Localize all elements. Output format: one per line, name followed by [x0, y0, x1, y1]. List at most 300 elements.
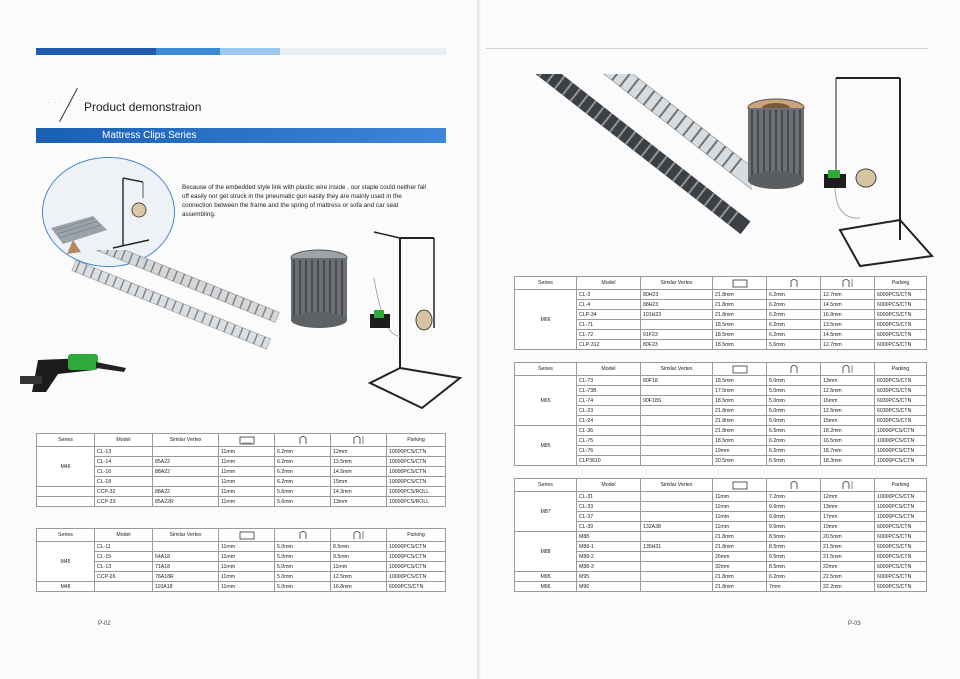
col-similar-vertex: Similar Vertex	[153, 434, 219, 447]
leg-cell: 21.5mm	[821, 542, 875, 552]
table-row	[37, 562, 446, 572]
width-cell: 26mm	[713, 552, 767, 562]
model-cell: M95	[577, 572, 641, 582]
parking-cell: 6000PCS/CTN	[875, 300, 927, 310]
bar-segment-dark	[36, 48, 156, 55]
table-row	[515, 446, 927, 456]
pneumatic-stapler-image	[18, 348, 130, 404]
table-row	[515, 532, 927, 542]
width-cell: 11mm	[713, 512, 767, 522]
crown-cell: 5.0mm	[767, 406, 821, 416]
model-cell: CL-39	[577, 522, 641, 532]
spec-table-m45	[36, 528, 446, 592]
crown-cell: 9.5mm	[767, 552, 821, 562]
width-cell: 21.8mm	[713, 310, 767, 320]
parking-cell: 6030PCS/CTN	[875, 376, 927, 386]
series-band: Mattress Clips Series	[36, 128, 446, 143]
product-description: Because of the embedded style link with plastic wire inside , our staple could neither fall off easily nor get struck in the pneumatic gun easily they are mainly used in the connection between the frame and the spring of mattress or sofa and car seat assembling.	[182, 184, 426, 218]
crown-cell: 5.0mm	[767, 416, 821, 426]
vertex-cell	[641, 582, 713, 592]
crown-dimension-icon	[767, 479, 821, 492]
vertex-cell: 80H23	[641, 290, 713, 300]
vertex-cell	[153, 447, 219, 457]
crown-cell: 5.0mm	[275, 552, 331, 562]
width-cell: 11mm	[219, 447, 275, 457]
crown-cell: 9.6mm	[767, 512, 821, 522]
width-cell: 11mm	[219, 497, 275, 507]
crown-cell: 8.5mm	[767, 532, 821, 542]
leg-cell: 12.7mm	[821, 290, 875, 300]
vertex-cell	[641, 532, 713, 542]
table-header-row	[37, 434, 446, 447]
vertex-cell	[641, 456, 713, 466]
table-row	[515, 310, 927, 320]
crown-dimension-icon	[275, 529, 331, 542]
model-cell: CL-13	[95, 562, 153, 572]
model-cell: CL-23	[577, 406, 641, 416]
table-row	[515, 330, 927, 340]
width-cell: 11mm	[713, 492, 767, 502]
crown-cell: 5.0mm	[767, 396, 821, 406]
width-cell: 17.5mm	[713, 386, 767, 396]
crown-cell: 6.2mm	[767, 572, 821, 582]
leg-cell: 12.7mm	[821, 340, 875, 350]
leg-cell: 12.5mm	[821, 406, 875, 416]
model-cell: CL-14	[95, 457, 153, 467]
model-cell: CL-13	[95, 447, 153, 457]
table-row	[515, 492, 927, 502]
parking-cell: 6000PCS/CTN	[875, 572, 927, 582]
leg-cell: 12.5mm	[821, 386, 875, 396]
width-cell: 11mm	[219, 582, 275, 592]
vertex-cell: 88A22	[153, 467, 219, 477]
width-cell: 18.5mm	[713, 330, 767, 340]
model-cell: CLP-312	[577, 340, 641, 350]
table-header-row	[515, 363, 927, 376]
model-cell: CL-37	[577, 512, 641, 522]
spec-table-m65-m85	[514, 362, 927, 466]
width-cell: 11mm	[713, 502, 767, 512]
series-label: M85	[515, 426, 577, 466]
col-model: Model	[577, 277, 641, 290]
table-row	[515, 386, 927, 396]
parking-cell: 10000PCS/CTN	[387, 542, 446, 552]
top-rule	[486, 48, 928, 49]
table-row	[515, 562, 927, 572]
table-row	[515, 522, 927, 532]
parking-cell: 6000PCS/CTN	[875, 290, 927, 300]
leg-cell: 16.8mm	[331, 582, 387, 592]
crown-cell: 9.6mm	[767, 502, 821, 512]
model-cell: CL-16	[95, 467, 153, 477]
series-label: M48	[37, 582, 95, 592]
crown-cell: 6.2mm	[767, 320, 821, 330]
leg-cell: 12.5mm	[331, 572, 387, 582]
parking-cell: 10000PCS/CTN	[387, 562, 446, 572]
leg-cell: 16mm	[821, 396, 875, 406]
leg-cell: 15mm	[821, 416, 875, 426]
left-page	[0, 0, 478, 679]
vertex-cell	[641, 320, 713, 330]
spec-table-m66	[514, 276, 927, 350]
vertex-cell: 132A38	[641, 522, 713, 532]
width-cell: 21.8mm	[713, 572, 767, 582]
col-similar-vertex: Similar Vertex	[641, 277, 713, 290]
table-row	[515, 542, 927, 552]
vertex-cell: 80F18	[641, 376, 713, 386]
leg-cell: 11mm	[331, 562, 387, 572]
parking-cell: 6000PCS/CTN	[875, 542, 927, 552]
width-cell: 21.8mm	[713, 532, 767, 542]
leg-dimension-icon	[821, 277, 875, 290]
parking-cell: 10000PCS/CTN	[875, 426, 927, 436]
leg-cell: 18.7mm	[821, 446, 875, 456]
vertex-cell	[641, 386, 713, 396]
series-label: M65	[515, 376, 577, 426]
parking-cell: 6000PCS/CTN	[875, 562, 927, 572]
col-similar-vertex: Similar Vertex	[641, 479, 713, 492]
model-cell: CCP-32	[95, 487, 153, 497]
model-cell: CL-74	[577, 396, 641, 406]
bar-segment-light	[220, 48, 280, 55]
table-header-row	[515, 479, 927, 492]
table-row	[37, 497, 446, 507]
vertex-cell	[153, 542, 219, 552]
parking-cell: 10000PCS/CTN	[875, 502, 927, 512]
vertex-cell	[641, 562, 713, 572]
col-model: Model	[95, 434, 153, 447]
vertex-cell: 135H31	[641, 542, 713, 552]
crown-cell: 9.6mm	[767, 522, 821, 532]
crown-cell: 6.2mm	[275, 467, 331, 477]
width-cell: 11mm	[219, 477, 275, 487]
model-cell: CL-33	[577, 502, 641, 512]
crown-cell: 7mm	[767, 582, 821, 592]
table-row	[37, 467, 446, 477]
col-series: Series	[37, 529, 95, 542]
col-series: Series	[515, 363, 577, 376]
staple-coil-image	[288, 248, 350, 330]
parking-cell: 6000PCS/CTN	[875, 522, 927, 532]
vertex-cell	[641, 416, 713, 426]
col-series: Series	[515, 277, 577, 290]
crown-cell: 6.5mm	[767, 456, 821, 466]
width-cell: 18.5mm	[713, 396, 767, 406]
parking-cell: 6030PCS/CTN	[875, 386, 927, 396]
crown-cell: 6.2mm	[275, 447, 331, 457]
vertex-cell: 64A18	[153, 552, 219, 562]
col-model: Model	[577, 479, 641, 492]
leg-dimension-icon	[331, 529, 387, 542]
width-cell: 11mm	[219, 552, 275, 562]
parking-cell: 10000PCS/CTN	[387, 572, 446, 582]
col-parking: Parking	[875, 363, 927, 376]
model-cell: M88-1	[577, 542, 641, 552]
table-header-row	[515, 277, 927, 290]
crown-cell: 5.0mm	[275, 572, 331, 582]
leg-cell: 13.5mm	[331, 457, 387, 467]
leg-dimension-icon	[821, 479, 875, 492]
crown-dimension-icon	[767, 363, 821, 376]
table-row	[515, 290, 927, 300]
crown-cell: 6.2mm	[767, 330, 821, 340]
leg-cell: 18.2mm	[821, 426, 875, 436]
series-label: M96	[515, 582, 577, 592]
crown-cell: 6.2mm	[275, 477, 331, 487]
table-row	[515, 582, 927, 592]
width-cell: 11mm	[713, 522, 767, 532]
model-cell: CL-11	[95, 542, 153, 552]
col-model: Model	[577, 363, 641, 376]
crown-cell: 8.5mm	[767, 562, 821, 572]
series-label: M46	[37, 447, 95, 487]
table-row	[37, 457, 446, 467]
table-row	[515, 320, 927, 330]
col-parking: Parking	[387, 529, 446, 542]
col-similar-vertex: Similar Vertex	[153, 529, 219, 542]
width-cell: 18.5mm	[713, 320, 767, 330]
width-cell: 21.8mm	[713, 300, 767, 310]
series-label: M87	[515, 492, 577, 532]
crown-cell: 5.0mm	[275, 542, 331, 552]
table-row	[515, 502, 927, 512]
width-cell: 11mm	[219, 542, 275, 552]
model-cell: M88-3	[577, 562, 641, 572]
col-series: Series	[37, 434, 95, 447]
gun-stand-image	[820, 70, 934, 270]
leg-cell: 22mm	[821, 562, 875, 572]
model-cell: CL-73B	[577, 386, 641, 396]
crown-cell: 5.0mm	[275, 562, 331, 572]
table-row	[515, 572, 927, 582]
leg-cell: 21.5mm	[821, 552, 875, 562]
crown-cell: 5.0mm	[767, 386, 821, 396]
width-dimension-icon	[713, 479, 767, 492]
table-row	[515, 376, 927, 386]
col-parking: Parking	[875, 479, 927, 492]
table-row	[37, 477, 446, 487]
width-cell: 20.5mm	[713, 456, 767, 466]
crown-cell: 6.5mm	[767, 426, 821, 436]
col-similar-vertex: Similar Vertex	[641, 363, 713, 376]
vertex-cell: 71A18	[153, 562, 219, 572]
parking-cell: 10000PCS/CTN	[875, 436, 927, 446]
page-number: P-02	[98, 621, 111, 627]
table-row	[37, 447, 446, 457]
page-number: P-03	[848, 621, 861, 627]
leg-cell: 16.5mm	[821, 436, 875, 446]
parking-cell: 10000PCS/CTN	[875, 512, 927, 522]
crown-dimension-icon	[767, 277, 821, 290]
width-cell: 21.8mm	[713, 406, 767, 416]
vertex-cell	[641, 502, 713, 512]
bar-segment-mid	[156, 48, 220, 55]
vertex-cell: 85A22R	[153, 497, 219, 507]
model-cell: M88	[577, 532, 641, 542]
col-model: Model	[95, 529, 153, 542]
table-row	[37, 552, 446, 562]
parking-cell: 6000PCS/CTN	[875, 582, 927, 592]
crown-cell: 5.6mm	[767, 340, 821, 350]
table-row	[37, 572, 446, 582]
crown-cell: 6.2mm	[767, 310, 821, 320]
crown-cell: 6.2mm	[767, 436, 821, 446]
leg-cell: 13mm	[331, 497, 387, 507]
crown-cell: 6.5mm	[767, 446, 821, 456]
leg-cell: 22.2mm	[821, 582, 875, 592]
vertex-cell	[641, 492, 713, 502]
spec-table-m87-m96	[514, 478, 927, 592]
staple-strips-closeup-image	[512, 74, 752, 250]
crown-cell: 6.2mm	[275, 457, 331, 467]
leg-cell: 13.5mm	[821, 320, 875, 330]
parking-cell: 10000PCS/CTN	[875, 492, 927, 502]
model-cell: CL-31	[577, 492, 641, 502]
width-cell: 11mm	[219, 572, 275, 582]
leg-cell: 14.5mm	[821, 330, 875, 340]
parking-cell: 10000PCS/ROLL	[387, 487, 446, 497]
width-cell: 11mm	[219, 487, 275, 497]
parking-cell: 10000PCS/CTN	[387, 477, 446, 487]
series-label: M45	[37, 542, 95, 582]
crown-cell: 7.2mm	[767, 492, 821, 502]
table-row	[515, 436, 927, 446]
crown-cell: 5.0mm	[767, 376, 821, 386]
vertex-cell: 90F18S	[641, 396, 713, 406]
leg-cell: 13mm	[821, 502, 875, 512]
vertex-cell: 110A18	[153, 582, 219, 592]
parking-cell: 6030PCS/CTN	[875, 406, 927, 416]
crown-cell: 5.0mm	[275, 582, 331, 592]
width-cell: 18.5mm	[713, 340, 767, 350]
table-row	[37, 542, 446, 552]
parking-cell: 6000PCS/CTN	[875, 340, 927, 350]
crown-cell: 8.5mm	[767, 542, 821, 552]
vertex-cell: 85A22	[153, 457, 219, 467]
model-cell: CLP3610	[577, 456, 641, 466]
series-label: M66	[515, 290, 577, 350]
leg-dimension-icon	[331, 434, 387, 447]
table-row	[37, 582, 446, 592]
leg-cell: 22.5mm	[821, 572, 875, 582]
width-cell: 21.8mm	[713, 542, 767, 552]
table-row	[515, 396, 927, 406]
model-cell: CL-72	[577, 330, 641, 340]
bar-segment-pale	[280, 48, 446, 55]
vertex-cell	[641, 406, 713, 416]
width-dimension-icon	[713, 277, 767, 290]
leg-cell: 16.8mm	[821, 310, 875, 320]
table-row	[515, 340, 927, 350]
empty-cell	[37, 497, 95, 507]
width-cell: 21.8mm	[713, 426, 767, 436]
width-cell: 11mm	[219, 467, 275, 477]
width-dimension-icon	[219, 434, 275, 447]
parking-cell: 10000PCS/CTN	[387, 467, 446, 477]
leg-cell: 15mm	[331, 477, 387, 487]
width-cell: 21.8mm	[713, 582, 767, 592]
model-cell: CL-73	[577, 376, 641, 386]
vertex-cell	[641, 552, 713, 562]
leg-cell: 14.5mm	[331, 467, 387, 477]
parking-cell: 10000PCS/CTN	[875, 446, 927, 456]
parking-cell: 6000PCS/CTN	[387, 582, 446, 592]
width-cell: 11mm	[219, 562, 275, 572]
table-row	[37, 487, 446, 497]
model-cell: CCP-26	[95, 572, 153, 582]
width-cell: 21.8mm	[713, 290, 767, 300]
model-cell: M96	[577, 582, 641, 592]
section-title: Product demonstraion	[84, 100, 202, 114]
parking-cell: 10000PCS/CTN	[387, 552, 446, 562]
width-cell: 18.5mm	[713, 376, 767, 386]
width-dimension-icon	[713, 363, 767, 376]
width-cell: 18.5mm	[713, 436, 767, 446]
table-row	[515, 456, 927, 466]
leg-cell: 9.5mm	[331, 552, 387, 562]
width-cell: 11mm	[219, 457, 275, 467]
model-cell: CLP-34	[577, 310, 641, 320]
leg-cell: 8.5mm	[331, 542, 387, 552]
parking-cell: 10000PCS/CTN	[387, 457, 446, 467]
right-page	[482, 0, 960, 679]
parking-cell: 6000PCS/CTN	[875, 310, 927, 320]
parking-cell: 6030PCS/CTN	[875, 396, 927, 406]
vertex-cell: 91F23	[641, 330, 713, 340]
width-cell: 19mm	[713, 446, 767, 456]
model-cell: CCP-33	[95, 497, 153, 507]
vertex-cell	[641, 572, 713, 582]
col-parking: Parking	[875, 277, 927, 290]
model-cell: M88-2	[577, 552, 641, 562]
parking-cell: 6030PCS/CTN	[875, 416, 927, 426]
title-dots: · · · · · ·	[42, 100, 74, 106]
model-cell: CL-18	[95, 477, 153, 487]
width-cell: 21.8mm	[713, 416, 767, 426]
gun-stand-image	[360, 218, 470, 410]
parking-cell: 6000PCS/CTN	[875, 532, 927, 542]
width-dimension-icon	[219, 529, 275, 542]
col-parking: Parking	[387, 434, 446, 447]
crown-dimension-icon	[275, 434, 331, 447]
header-color-bar	[36, 48, 446, 55]
model-cell: CL-15	[95, 552, 153, 562]
model-cell: CL-3	[577, 290, 641, 300]
model-cell: CL-4	[577, 300, 641, 310]
parking-cell: 10000PCS/CTN	[875, 456, 927, 466]
model-cell: CL-71	[577, 320, 641, 330]
leg-cell: 18.3mm	[821, 456, 875, 466]
model-cell: CL-75	[577, 436, 641, 446]
parking-cell: 6000PCS/CTN	[875, 320, 927, 330]
table-row	[515, 512, 927, 522]
leg-cell: 12mm	[821, 492, 875, 502]
parking-cell: 6000PCS/CTN	[875, 330, 927, 340]
model-cell	[95, 582, 153, 592]
leg-cell: 14.3mm	[331, 487, 387, 497]
crown-cell: 6.2mm	[767, 290, 821, 300]
table-header-row	[37, 529, 446, 542]
vertex-cell: 88A22	[153, 487, 219, 497]
vertex-cell: 80F23	[641, 340, 713, 350]
leg-cell: 19mm	[821, 522, 875, 532]
staple-coil-image	[744, 96, 808, 192]
parking-cell: 6000PCS/CTN	[875, 552, 927, 562]
parking-cell: 10000PCS/ROLL	[387, 497, 446, 507]
series-label: M95	[515, 572, 577, 582]
vertex-cell	[641, 436, 713, 446]
leg-cell: 20.5mm	[821, 532, 875, 542]
